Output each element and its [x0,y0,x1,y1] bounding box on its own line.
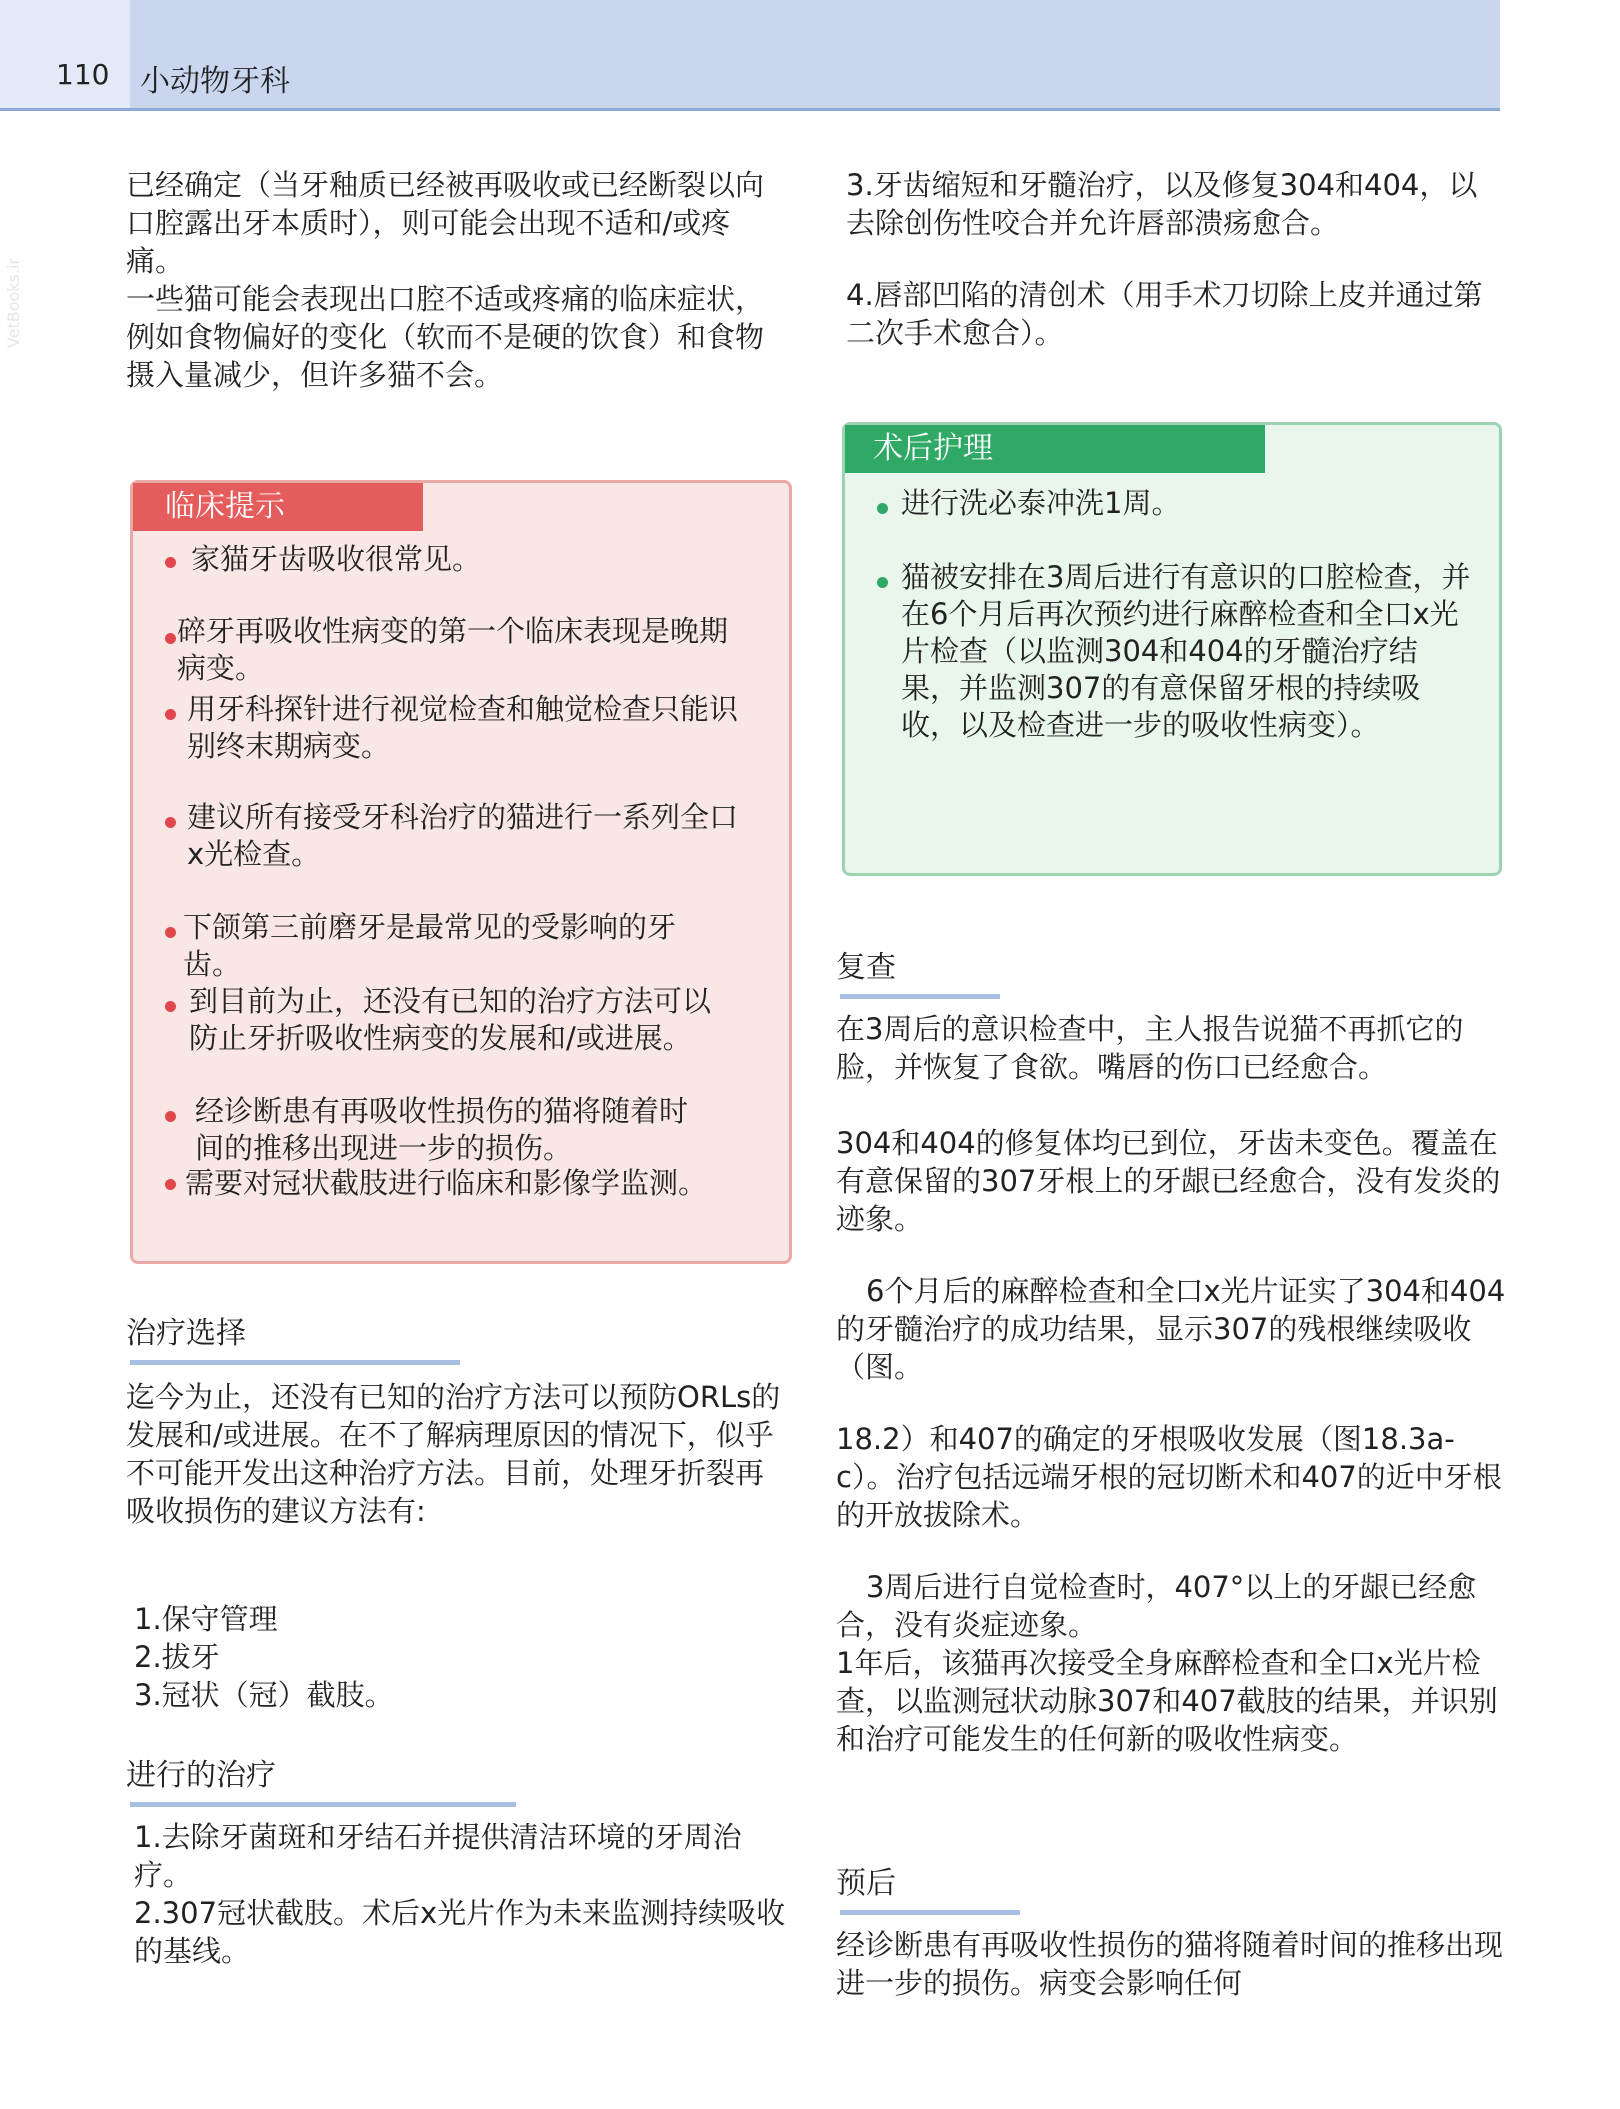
intro-paragraph-1: 已经确定（当牙釉质已经被再吸收或已经断裂以向口腔露出牙本质时），则可能会出现不适和/或疼痛。 [126,168,765,278]
treatment-option: 2.拔牙 [134,1640,220,1674]
bullet-icon [165,1179,176,1190]
prognosis-text [836,1926,1508,2002]
treatment-items-continued [846,166,1496,352]
clinical-tip: 家猫牙齿吸收很常见。 [191,542,482,576]
clinical-tip: 用牙科探针进行视觉检查和触觉检查只能识别终末期病变。 [187,692,739,763]
intro-paragraph-2: 一些猫可能会表现出口腔不适或疼痛的临床症状，例如食物偏好的变化（软而不是硬的饮食）和食物摄入量减少，但许多猫不会。 [126,282,765,392]
prognosis-paragraph: 经诊断患有再吸收性损伤的猫将随着时间的推移出现进一步的损伤。病变会影响任何 [836,1928,1504,2000]
post-op-care-title: 术后护理 [845,425,1265,473]
treatment-performed-list [134,1818,786,1970]
bullet-icon [165,633,176,644]
recheck-heading [836,950,896,986]
bullet-icon [165,1111,176,1122]
intro-text [126,166,786,394]
treatment-performed-item: 3.牙齿缩短和牙髓治疗，以及修复304和404，以去除创伤性咬合并允许唇部溃疡愈合。 [846,168,1478,240]
clinical-tip: 下颌第三前磨牙是最常见的受影响的牙齿。 [183,910,677,981]
clinical-tip: 经诊断患有再吸收性损伤的猫将随着时间的推移出现进一步的损伤。 [195,1094,689,1165]
recheck-text [836,1010,1508,1758]
bullet-icon [877,503,888,514]
treatment-options-list [134,1600,794,1714]
prognosis-heading [836,1866,896,1902]
prognosis-heading-text: 预后 [836,1866,896,1901]
treatment-option: 1.保守管理 [134,1602,278,1636]
clinical-tips-box [130,480,792,1264]
heading-rule [130,1802,516,1807]
treatment-performed-item: 4.唇部凹陷的清创术（用手术刀切除上皮并通过第二次手术愈合）。 [846,278,1483,350]
page-number: 110 [56,58,110,91]
bullet-icon [165,927,176,938]
post-op-care-box [842,422,1502,876]
clinical-tip: 碎牙再吸收性病变的第一个临床表现是晚期病变。 [177,614,729,685]
heading-rule [840,994,1000,999]
bullet-icon [165,1001,176,1012]
bullet-icon [165,557,176,568]
post-op-care-item: 猫被安排在3周后进行有意识的口腔检查，并在6个月后再次预约进行麻醉检查和全口x光片检查（以监测304和404的牙髓治疗结果，并监测307的有意保留牙根的持续吸收，以及检查进一步的吸收性病变）。 [901,560,1471,742]
treatment-options-text [126,1378,786,1530]
treatment-performed-heading-text: 进行的治疗 [126,1758,276,1793]
heading-rule [130,1360,460,1365]
treatment-performed-item: 2.307冠状截肢。术后x光片作为未来监测持续吸收的基线。 [134,1896,786,1968]
treatment-options-heading-text: 治疗选择 [126,1316,246,1351]
treatment-options-heading [126,1316,246,1352]
clinical-tip: 需要对冠状截肢进行临床和影像学监测。 [185,1166,708,1200]
recheck-paragraph: 在3周后的意识检查中，主人报告说猫不再抓它的脸，并恢复了食欲。嘴唇的伤口已经愈合。 [836,1012,1464,1084]
bullet-icon [165,817,176,828]
recheck-paragraph: 6个月后的麻醉检查和全口x光片证实了304和404的牙髓治疗的成功结果，显示307的残根继续吸收（图。 [836,1274,1506,1384]
recheck-paragraph: 3周后进行自觉检查时，407°以上的牙龈已经愈合，没有炎症迹象。 [836,1570,1477,1642]
recheck-paragraph: 304和404的修复体均已到位，牙齿未变色。覆盖在有意保留的307牙根上的牙龈已经愈合，没有发炎的迹象。 [836,1126,1501,1236]
treatment-option: 3.冠状（冠）截肢。 [134,1678,394,1712]
recheck-heading-text: 复查 [836,950,896,985]
treatment-options-paragraph: 迄今为止，还没有已知的治疗方法可以预防ORLs的发展和/或进展。在不了解病理原因的情况下，似乎不可能开发出这种治疗方法。目前，处理牙折裂再吸收损伤的建议方法有: [126,1380,781,1528]
recheck-paragraph: 1年后，该猫再次接受全身麻醉检查和全口x光片检查，以监测冠状动脉307和407截肢的结果，并识别和治疗可能发生的任何新的吸收性病变。 [836,1646,1498,1756]
post-op-care-item: 进行洗必泰冲洗1周。 [901,486,1181,520]
bullet-icon [877,577,888,588]
recheck-paragraph: 18.2）和407的确定的牙根吸收发展（图18.3a-c）。治疗包括远端牙根的冠切断术和407的近中牙根的开放拔除术。 [836,1422,1502,1532]
bullet-icon [165,709,176,720]
book-title: 小动物牙科 [140,64,290,99]
clinical-tip: 到目前为止，还没有已知的治疗方法可以防止牙折吸收性病变的发展和/或进展。 [189,984,712,1055]
watermark: VetBooks.ir [4,258,23,349]
heading-rule [840,1910,1020,1915]
treatment-performed-heading [126,1758,276,1794]
clinical-tip: 建议所有接受牙科治疗的猫进行一系列全口x光检查。 [187,800,739,871]
clinical-tips-title: 临床提示 [133,483,423,531]
treatment-performed-item: 1.去除牙菌斑和牙结石并提供清洁环境的牙周治疗。 [134,1820,742,1892]
page-number-tab [0,0,130,108]
